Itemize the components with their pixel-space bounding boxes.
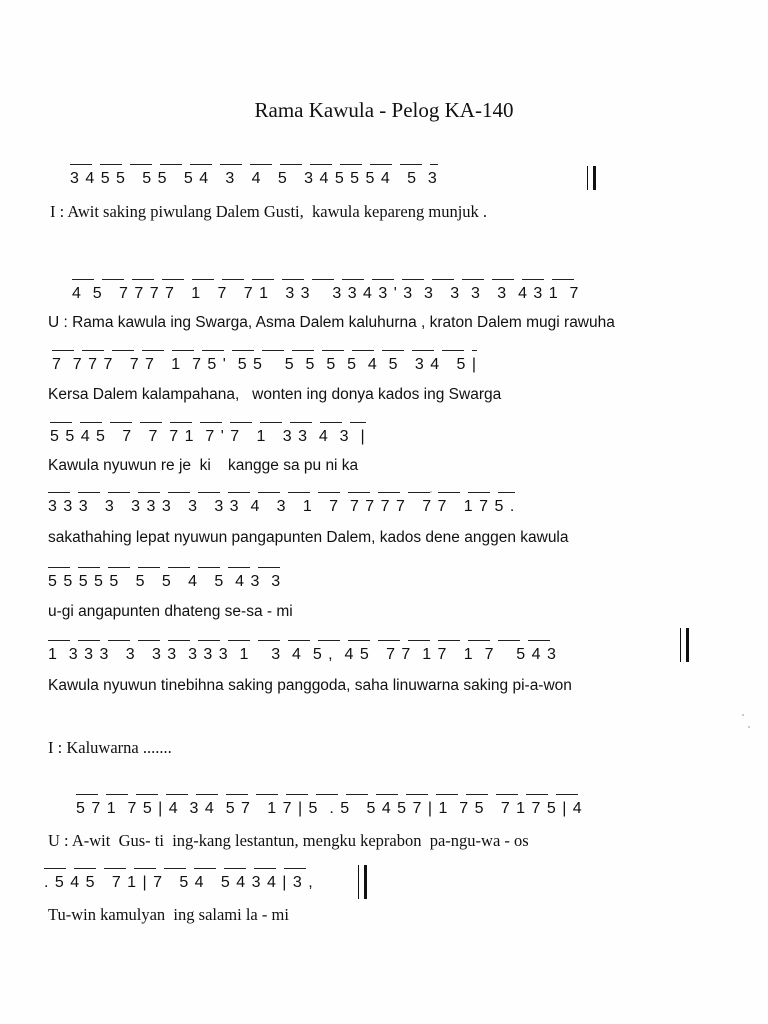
final-barline <box>358 865 367 899</box>
lyric-line-3: Kersa Dalem kalampahana, wonten ing donya kados ing Swarga <box>48 386 502 403</box>
notation-line-10: . 5 4 5 7 1 | 7 5 4 5 4 3 4 | 3 , <box>44 868 314 892</box>
lyric-line-6: u-gi angapunten dhateng se-sa - mi <box>48 603 293 620</box>
lyric-line-10: Tu-win kamulyan ing salami la - mi <box>48 905 289 924</box>
notation-line-3: 7 7 7 7 7 7 1 7 5 ' 5 5 5 5 5 5 4 5 3 4 5 | <box>52 350 477 374</box>
lyric-line-9: U : A-wit Gus- ti ing-kang lestantun, mengku keprabon pa-ngu-wa - os <box>48 831 529 850</box>
final-barline <box>680 628 689 662</box>
scan-speck <box>430 491 432 493</box>
lyric-line-8: I : Kaluwarna ....... <box>48 738 172 757</box>
scan-speck <box>742 714 744 716</box>
notation-line-1: 3 4 5 5 5 5 5 4 3 4 5 3 4 5 5 5 4 5 3 <box>70 164 438 188</box>
lyric-line-4: Kawula nyuwun re je ki kangge sa pu ni ka <box>48 457 359 474</box>
notation-line-9: 5 7 1 7 5 | 4 3 4 5 7 1 7 | 5 . 5 5 4 5 7 | 1 7 5 7 1 7 5 | 4 <box>76 794 583 818</box>
notation-line-5: 3 3 3 3 3 3 3 3 3 3 4 3 1 7 7 7 7 7 7 7 1 7 5 . <box>48 492 515 516</box>
lyric-line-2: U : Rama kawula ing Swarga, Asma Dalem kaluhurna , kraton Dalem mugi rawuha <box>48 314 615 331</box>
scan-speck <box>748 726 750 728</box>
lyric-line-7: Kawula nyuwun tinebihna saking panggoda, saha linuwarna saking pi-a-won <box>48 677 572 694</box>
lyric-line-1: I : Awit saking piwulang Dalem Gusti, kawula kepareng munjuk . <box>50 202 488 221</box>
notation-line-2: 4 5 7 7 7 7 1 7 7 1 3 3 3 3 4 3 ' 3 3 3 3 3 4 3 1 7 <box>72 279 579 303</box>
score-title: Rama Kawula - Pelog KA-140 <box>254 98 514 122</box>
notation-line-6: 5 5 5 5 5 5 5 4 5 4 3 3 <box>48 567 281 591</box>
notation-line-7: 1 3 3 3 3 3 3 3 3 3 1 3 4 5 , 4 5 7 7 1 7 1 7 5 4 3 <box>48 640 557 664</box>
final-barline <box>587 166 596 190</box>
notation-line-4: 5 5 4 5 7 7 7 1 7 ' 7 1 3 3 4 3 | <box>50 422 366 446</box>
lyric-line-5: sakathahing lepat nyuwun pangapunten Dalem, kados dene anggen kawula <box>48 529 569 546</box>
